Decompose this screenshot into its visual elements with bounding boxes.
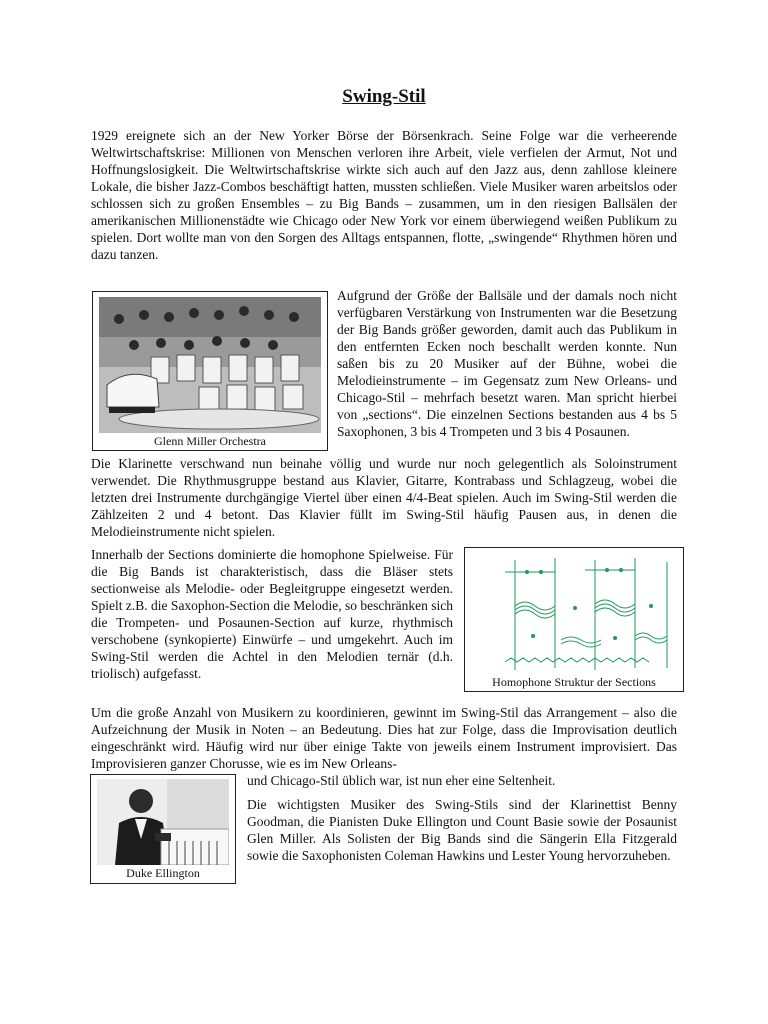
homophone-notation-sketch	[475, 552, 675, 674]
duke-ellington-photo	[97, 779, 229, 865]
figure-homophone-structure	[464, 547, 684, 692]
paragraph-arrangement: Um die große Anzahl von Musikern zu koordinieren, gewinnt im Swing-Stil das Arrangement – also die Aufzeichnung der Musik in Noten – an Bedeutung. Dies hat zur Folge, dass die Improvisation deutlich eingeschränkt wird. Häufig wird nur über einige Takte von jeweils einem Instrument improvisiert. Das Improvisieren ganzer Chorusse, wie es im New Orleans-	[91, 705, 677, 771]
page-title: Swing-Stil	[342, 86, 426, 107]
paragraph-rhythm-section: Die Klarinette verschwand nun beinahe völlig und wurde nur noch gelegentlich als Soloinstrument verwendet. Die Rhythmusgruppe bestand aus Klavier, Gitarre, Kontrabass und Schlagzeug, wobei die letzten drei Instrumente durchgängige Viertel über einen 4/4-Beat spielen. Auch im Swing-Stil werden die Zählzeiten 2 und 4 betont. Das Klavier füllt im Swing-Stil häufig Pausen aus, in denen die Melodieinstrumente nicht spielen.	[91, 456, 677, 539]
paragraph-intro: 1929 ereignete sich an der New Yorker Börse der Börsenkrach. Seine Folge war die verheerende Weltwirtschaftskrise: Millionen von Menschen verloren ihre Arbeit, viele verfielen der Armut, Not und Hoffnungslosigkeit. Die Weltwirtschaftskrise wirkte sich auch auf den Jazz aus, denn zahllose kleinere Lokale, die bisher Jazz-Combos beschäftigt hatten, mussten schließen. Viele Musiker waren arbeitslos oder schlossen sich zu großen Ensembles – zu Big Bands – zusammen, um in den riesigen Ballsälen der amerikanischen Millionenstädte wie Chicago oder New York vor einem überwiegend weißen Publikum zu spielen. Dort wollte man von den Sorgen des Alltags entspannen, flotte, „swingende“ Rhythmen hören und dazu tanzen.	[91, 128, 677, 262]
figure-duke-ellington	[90, 774, 236, 884]
figure-caption: Glenn Miller Orchestra	[154, 434, 266, 448]
figure-caption: Homophone Struktur der Sections	[492, 675, 656, 689]
orchestra-photo	[99, 297, 321, 433]
paragraph-arrangement-continued: und Chicago-Stil üblich war, ist nun eher eine Seltenheit.	[247, 773, 556, 788]
paragraph-musicians: Die wichtigsten Musiker des Swing-Stils sind der Klarinettist Benny Goodman, die Pianisten Duke Ellington und Count Basie sowie der Posaunist Glen Miller. Als Solisten der Big Bands sind die Sängerin Ella Fitzgerald sowie die Saxophonisten Coleman Hawkins und Lester Young hervorzuheben.	[247, 797, 677, 863]
figure-caption: Duke Ellington	[126, 866, 200, 880]
figure-glenn-miller-orchestra	[92, 291, 328, 451]
paragraph-big-band-size: Aufgrund der Größe der Ballsäle und der damals noch nicht verfügbaren Verstärkung von Instrumenten war die Besetzung der Big Bands größer geworden, damit auch das Publikum in den entfernten Ecken noch beschallt werden konnte. Nun saßen bis zu 20 Musiker auf der Bühne, wobei die Melodieinstrumente – im Gegensatz zum New Orleans- und Chicago-Stil – mehrfach besetzt waren. Man spricht hierbei von „sections“. Die einzelnen Sections bestanden aus 4 bs 5 Saxophonen, 3 bis 4 Trompeten und 3 bis 4 Posaunen.	[337, 288, 677, 439]
paragraph-homophone: Innerhalb der Sections dominierte die homophone Spielweise. Für die Big Bands ist charakteristisch, dass die Bläser stets sectionweise als Melodie- oder Begleitgruppe eingesetzt werden. Spielt z.B. die Saxophon-Section die Melodie, so beschränken sich die Trompeten- und Posaunen-Section auf kurze, rhythmisch verschobene (synkopierte) Einwürfe – und umgekehrt. Auch im Swing-Stil werden die Achtel in den Melodien ternär (d.h. triolisch) aufgefasst.	[91, 547, 453, 681]
